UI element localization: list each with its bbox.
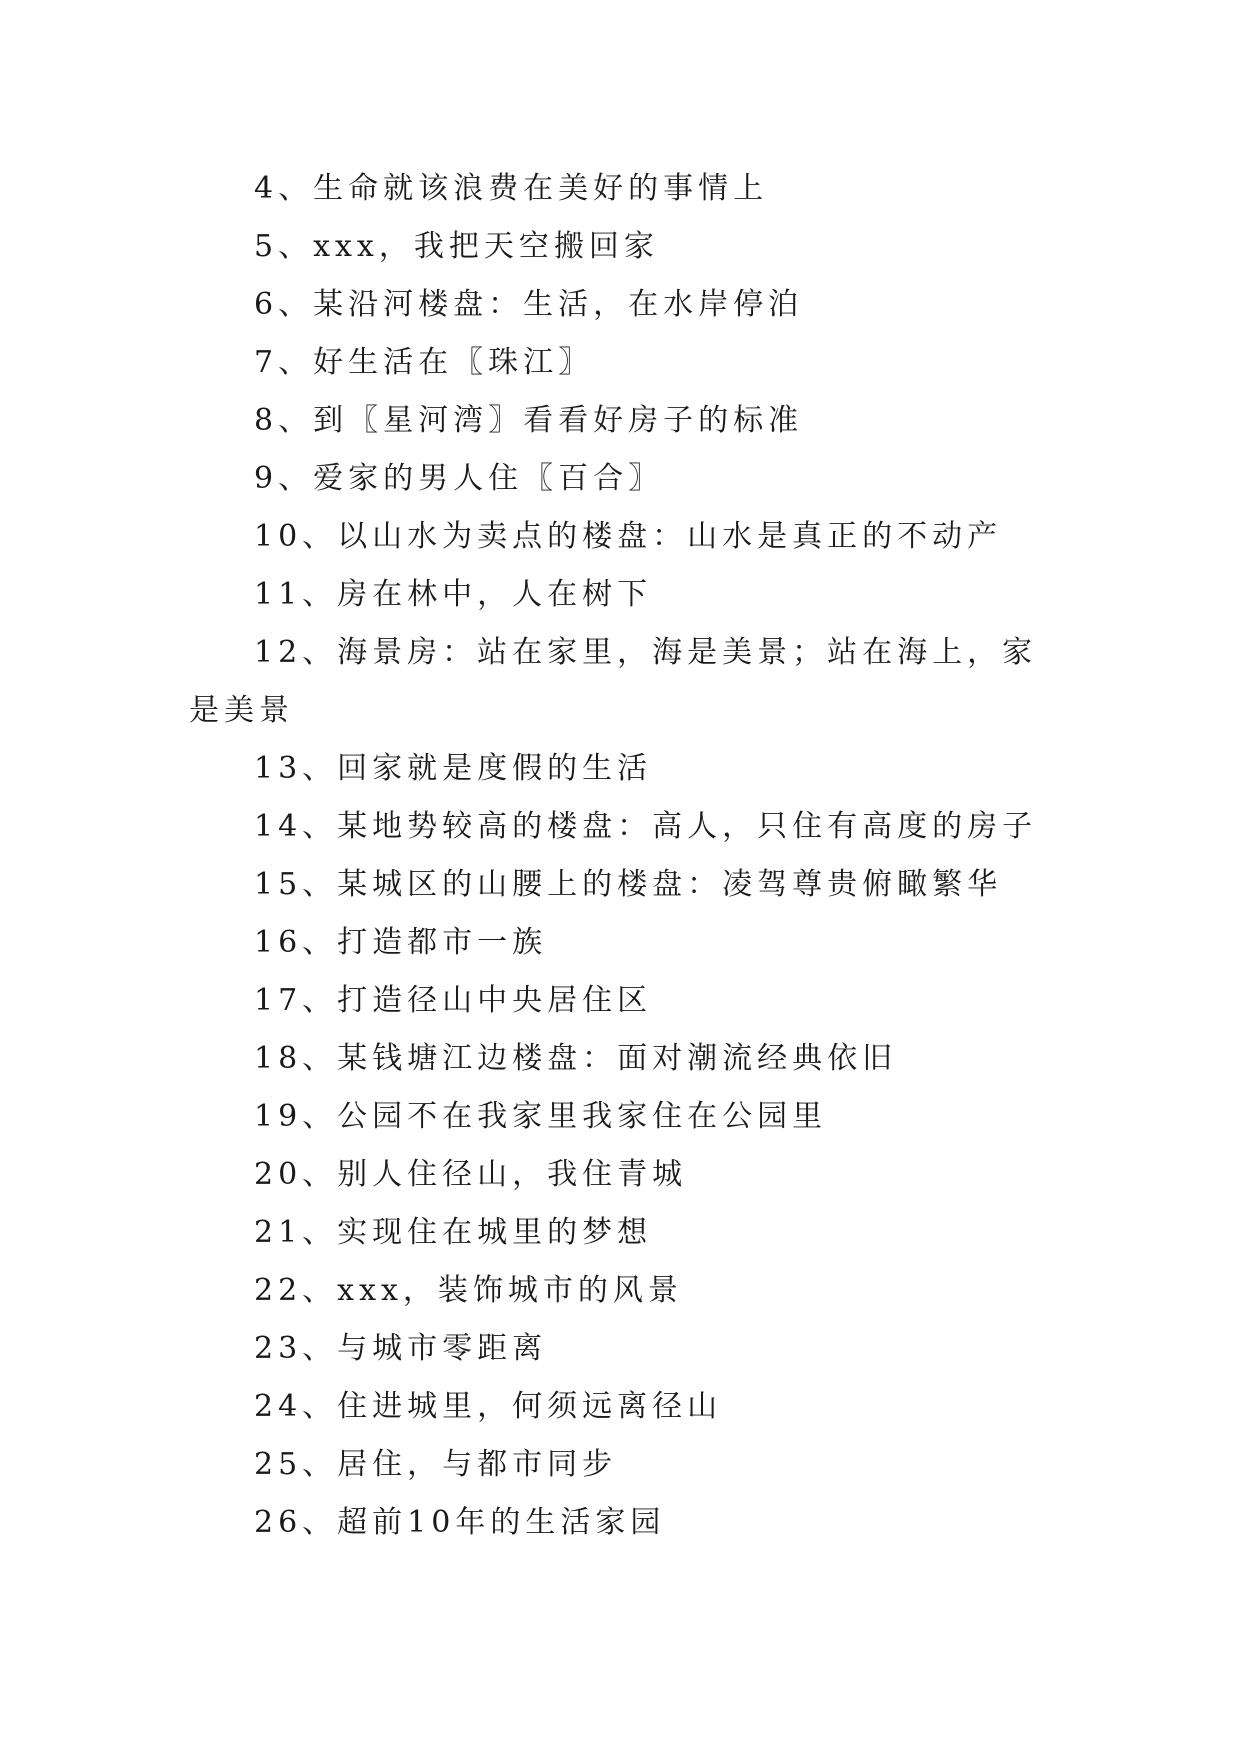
list-item: 24、住进城里，何须远离径山 — [254, 1389, 723, 1424]
list-item: 23、与城市零距离 — [254, 1331, 548, 1366]
list-item: 22、xxx，装饰城市的风景 — [254, 1273, 683, 1308]
list-item: 26、超前10年的生活家园 — [254, 1505, 666, 1540]
list-item: 6、某沿河楼盘：生活，在水岸停泊 — [254, 287, 804, 322]
list-item: 5、xxx，我把天空搬回家 — [254, 229, 659, 264]
list-item: 4、生命就该浪费在美好的事情上 — [254, 171, 769, 206]
list-item: 16、打造都市一族 — [254, 925, 548, 960]
list-item: 11、房在林中，人在树下 — [254, 577, 653, 612]
list-item: 15、某城区的山腰上的楼盘：凌驾尊贵俯瞰繁华 — [254, 867, 1003, 902]
list-item: 17、打造径山中央居住区 — [254, 983, 653, 1018]
list-item: 25、居住，与都市同步 — [254, 1447, 618, 1482]
list-item: 10、以山水为卖点的楼盘：山水是真正的不动产 — [254, 519, 1003, 554]
list-item: 21、实现住在城里的梦想 — [254, 1215, 653, 1250]
list-item: 12、海景房：站在家里，海是美景；站在海上，家是美景 — [189, 635, 1038, 728]
list-item: 19、公园不在我家里我家住在公园里 — [254, 1099, 828, 1134]
list-item: 13、回家就是度假的生活 — [254, 751, 653, 786]
list-item: 20、别人住径山，我住青城 — [254, 1157, 688, 1192]
slogan-list — [189, 160, 1059, 1552]
list-item: 18、某钱塘江边楼盘：面对潮流经典依旧 — [254, 1041, 898, 1076]
list-item: 14、某地势较高的楼盘：高人，只住有高度的房子 — [254, 809, 1038, 844]
list-item: 9、爱家的男人住〖百合〗 — [254, 461, 664, 496]
list-item: 8、到〖星河湾〗看看好房子的标准 — [254, 403, 804, 438]
list-item: 7、好生活在〖珠江〗 — [254, 345, 594, 380]
